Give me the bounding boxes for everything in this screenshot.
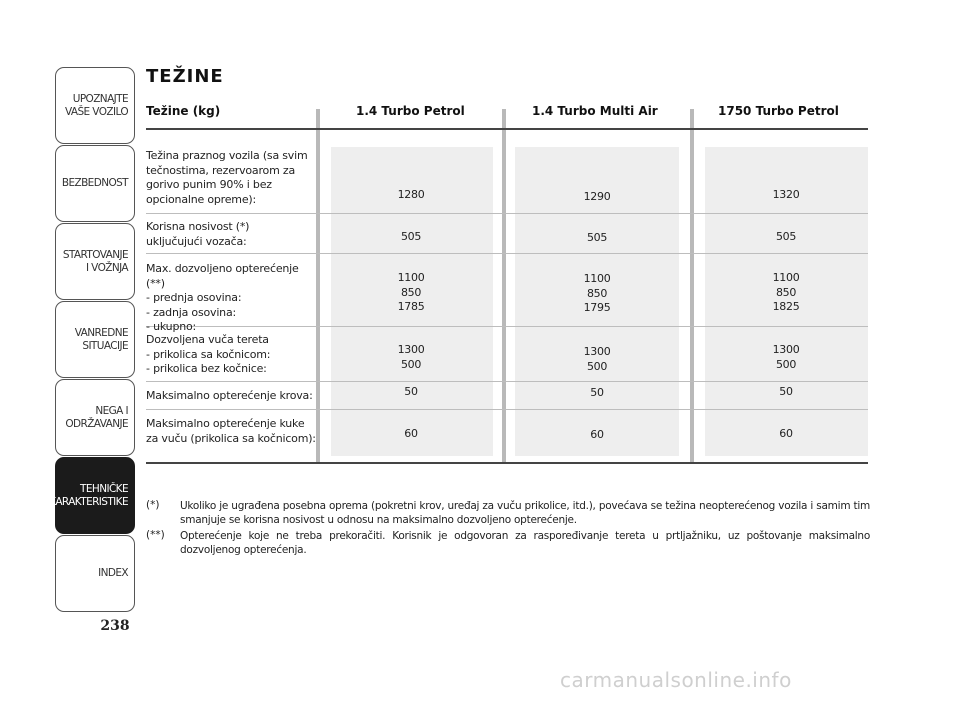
row-divider <box>146 409 868 410</box>
row-label: Maksimalno opterećenje krova: <box>146 389 313 402</box>
table-cell: 60 <box>404 427 418 440</box>
row-label: Korisna nosivost (*) uključujući vozača: <box>146 220 250 248</box>
tab-bezbednost[interactable]: BEZBEDNOST <box>55 145 135 222</box>
table-cell: 1300 500 <box>772 343 800 371</box>
column-divider <box>502 109 506 464</box>
tab-upoznajte-vase-vozilo[interactable]: UPOZNAJTE VAŠE VOZILO <box>55 67 135 144</box>
table-cell: 50 <box>590 386 604 399</box>
tab-tehnicke-karakteristike[interactable]: TEHNIČKE KARAKTERISTIKE <box>55 457 135 534</box>
table-cell: 1300 500 <box>397 343 425 371</box>
table-cell: 50 <box>779 385 793 398</box>
table-cell: 1100 850 1795 <box>583 272 611 314</box>
watermark: carmanualsonline.info <box>560 668 792 692</box>
table-cell: 505 <box>400 230 422 243</box>
header-rule <box>146 128 868 130</box>
table-cell: 60 <box>590 428 604 441</box>
tab-nega-i-odrzavanje[interactable]: NEGA I ODRŽAVANJE <box>55 379 135 456</box>
table-cell: 1100 850 1825 <box>772 271 800 313</box>
footnote-text: Opterećenje koje ne treba prekoračiti. Korisnik je odgovoran za raspoređivanje tereta u prtljažniku, uz poštovanje maksimalno dozvoljenog opterećenja. <box>180 530 870 557</box>
row-divider <box>146 213 868 214</box>
column-divider <box>690 109 694 464</box>
table-cell: 1290 <box>583 190 611 203</box>
footnote-mark: (**) <box>146 529 165 541</box>
tab-index[interactable]: INDEX <box>55 535 135 612</box>
row-label: Težina praznog vozila (sa svim tečnostima, rezervoarom za gorivo punim 90% i bez opcionalne opreme): <box>146 149 308 206</box>
footnote-text: Ukoliko je ugrađena posebna oprema (pokretni krov, uređaj za vuču prikolice, itd.), povećava se težina neopterećenog vozila i samim tim smanjuje se korisna nosivost u odnosu na maksimalno dozvoljeno opterećenje. <box>180 500 870 527</box>
page-title: TEŽINE <box>146 66 224 87</box>
column-header: 1.4 Turbo Multi Air <box>532 104 658 118</box>
row-divider <box>146 381 868 382</box>
table-cell: 1320 <box>772 188 800 201</box>
tab-startovanje-i-voznja[interactable]: STARTOVANJE I VOŽNJA <box>55 223 135 300</box>
tab-vanredne-situacije[interactable]: VANREDNE SITUACIJE <box>55 301 135 378</box>
table-cell: 1280 <box>397 188 425 201</box>
table-bottom-rule <box>146 462 868 464</box>
table-cell: 50 <box>404 385 418 398</box>
column-header: 1750 Turbo Petrol <box>718 104 839 118</box>
row-label: Maksimalno opterećenje kuke za vuču (prikolica sa kočnicom): <box>146 417 316 445</box>
table-header-label: Težine (kg) <box>146 104 221 118</box>
row-label: Max. dozvoljeno opterećenje (**) - prednja osovina: - zadnja osovina: - ukupno: <box>146 262 299 334</box>
table-cell: 505 <box>586 231 608 244</box>
table-cell: 1300 500 <box>583 345 611 373</box>
footnote-mark: (*) <box>146 499 160 511</box>
column-header: 1.4 Turbo Petrol <box>356 104 465 118</box>
table-cell: 60 <box>779 427 793 440</box>
table-cell: 505 <box>775 230 797 243</box>
table-cell: 1100 850 1785 <box>397 271 425 313</box>
page-number: 238 <box>100 618 130 634</box>
row-divider <box>146 253 868 254</box>
row-label: Dozvoljena vuča tereta - prikolica sa kočnicom: - prikolica bez kočnice: <box>146 333 271 376</box>
